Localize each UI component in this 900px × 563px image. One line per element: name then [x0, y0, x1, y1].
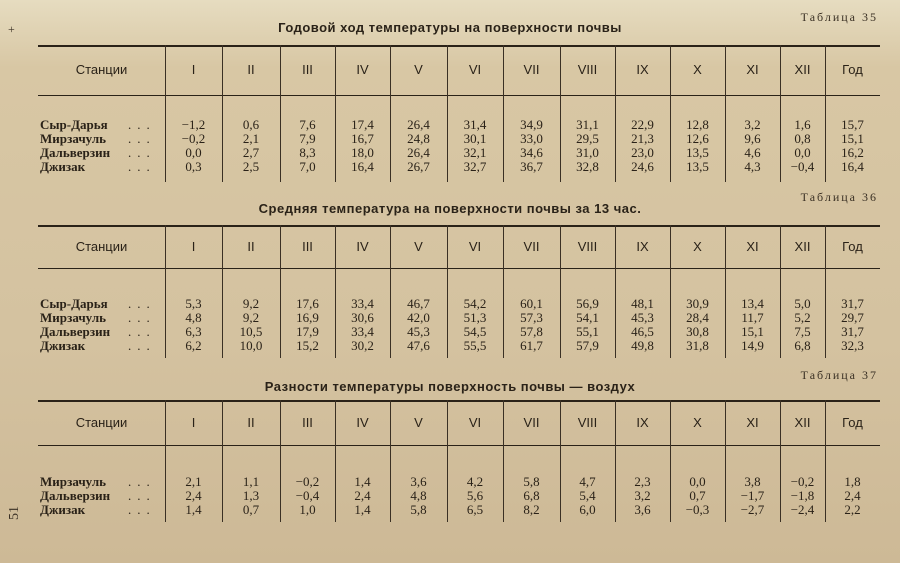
table-cell: 49,8 — [631, 338, 654, 353]
table-cell: 34,9 — [520, 117, 543, 132]
table-cell: 5,3 — [185, 296, 202, 311]
table-cell: 51,3 — [463, 310, 487, 325]
table-cell: 2,7 — [242, 145, 260, 160]
leader-dots: ... — [128, 145, 156, 160]
table-cell: 15,1 — [841, 131, 864, 146]
table-cell: 5,6 — [466, 488, 484, 503]
table-cell: 2,1 — [185, 474, 202, 489]
table-cell: 1,1 — [242, 474, 260, 489]
table-cell: 2,3 — [634, 474, 651, 489]
table-cell: 34,6 — [520, 145, 543, 160]
column-header: Станции — [75, 238, 128, 254]
table-cell: 2,2 — [844, 502, 861, 517]
table-cell: 3,6 — [410, 474, 427, 489]
table-cell: 0,6 — [242, 117, 260, 132]
table-cell: 30,1 — [463, 131, 487, 146]
column-header: IV — [356, 238, 369, 254]
table-cell: 5,8 — [523, 474, 540, 489]
table-cell: 29,7 — [841, 310, 864, 325]
table-cell: 15,1 — [741, 324, 764, 339]
column-header: II — [247, 414, 255, 430]
column-header: Станции — [75, 62, 128, 77]
column-header: XI — [746, 414, 759, 430]
leader-dots: ... — [128, 310, 156, 325]
table-cell: 30,2 — [351, 338, 374, 353]
table-cell: 12,6 — [686, 131, 709, 146]
table-cell: 6,3 — [185, 324, 202, 339]
table-cell: 1,0 — [299, 502, 316, 517]
column-header: XI — [746, 62, 759, 77]
table-cell: −0,4 — [790, 159, 815, 174]
table-cell: 1,4 — [185, 502, 202, 517]
table-cell: 54,1 — [576, 310, 599, 325]
column-header: VI — [468, 414, 482, 430]
station-name: Дальверзин — [40, 488, 111, 503]
column-header: III — [302, 414, 313, 430]
table-cell: 23,0 — [631, 145, 654, 160]
table-cell: 15,7 — [841, 117, 864, 132]
table-cell: 4,2 — [466, 474, 484, 489]
table-cell: −0,2 — [790, 474, 815, 489]
table-row — [38, 146, 880, 160]
table-cell: 42,0 — [407, 310, 430, 325]
table-cell: −0,3 — [685, 502, 710, 517]
table-cell: 16,7 — [351, 131, 374, 146]
table-cell: 33,4 — [351, 324, 374, 339]
table-cell: 3,2 — [634, 488, 651, 503]
column-header: VII — [523, 62, 540, 77]
table-cell: 17,4 — [351, 117, 374, 132]
table-cell: 0,7 — [689, 488, 706, 503]
table-cell: 2,4 — [185, 488, 202, 503]
column-header: VI — [468, 62, 482, 77]
table-cell: 46,5 — [631, 324, 654, 339]
table-cell: 1,4 — [354, 474, 371, 489]
column-header: VII — [523, 238, 540, 254]
table-cell: 45,3 — [631, 310, 654, 325]
table-cell: 2,4 — [844, 488, 861, 503]
table-cell: 61,7 — [520, 338, 543, 353]
table-cell: 24,8 — [407, 131, 430, 146]
station-name: Джизак — [40, 502, 86, 517]
table-cell: 57,9 — [576, 338, 599, 353]
table-cell: 16,9 — [296, 310, 319, 325]
table-cell: 7,5 — [794, 324, 811, 339]
table-cell: 8,2 — [523, 502, 540, 517]
table-cell: 5,0 — [794, 296, 811, 311]
table-label: Таблица 37 — [800, 368, 878, 382]
table-cell: 31,7 — [841, 296, 864, 311]
table-cell: 1,3 — [242, 488, 260, 503]
table-cell: 2,1 — [242, 131, 260, 146]
station-name: Дальверзин — [40, 324, 111, 339]
table-cell: 6,2 — [185, 338, 202, 353]
leader-dots: ... — [128, 296, 156, 311]
table-title: Годовой ход температуры на поверхности почвы — [278, 20, 622, 35]
column-header: Станции — [75, 414, 128, 430]
table-cell: 4,8 — [185, 310, 202, 325]
data-table — [38, 400, 880, 522]
column-header: X — [693, 62, 702, 77]
column-header: VIII — [577, 414, 598, 430]
table-cell: 31,4 — [463, 117, 487, 132]
table-cell: 57,8 — [520, 324, 543, 339]
table-cell: 54,5 — [463, 324, 487, 339]
table-cell: 0,8 — [794, 131, 811, 146]
table-cell: 56,9 — [576, 296, 599, 311]
table-cell: 5,8 — [410, 502, 427, 517]
column-header: XII — [794, 62, 811, 77]
table-cell: 9,2 — [242, 310, 260, 325]
table-title: Средняя температура на поверхности почвы за 13 час. — [258, 201, 642, 216]
table-cell: 32,8 — [576, 159, 599, 174]
leader-dots: ... — [128, 474, 156, 489]
table-row — [38, 297, 880, 311]
table-cell: 26,4 — [407, 117, 430, 132]
table-cell: −2,4 — [790, 502, 815, 517]
table-cell: 21,3 — [631, 131, 654, 146]
table-cell: −0,2 — [181, 131, 206, 146]
table-cell: 32,7 — [463, 159, 487, 174]
station-name: Сыр-Дарья — [40, 296, 108, 311]
station-name: Джизак — [40, 338, 86, 353]
leader-dots: ... — [128, 131, 156, 146]
table-cell: 4,8 — [410, 488, 427, 503]
column-header: IX — [636, 414, 649, 430]
column-header: XI — [746, 238, 759, 254]
table-cell: 36,7 — [520, 159, 543, 174]
table-cell: 2,4 — [354, 488, 371, 503]
table-cell: −1,2 — [181, 117, 206, 132]
table-cell: 16,4 — [841, 159, 864, 174]
station-name: Дальверзин — [40, 145, 111, 160]
table-cell: 31,7 — [841, 324, 864, 339]
table-cell: 0,3 — [185, 159, 202, 174]
table-cell: 5,2 — [794, 310, 811, 325]
table-cell: 13,5 — [686, 145, 709, 160]
table-cell: 30,9 — [686, 296, 709, 311]
table-cell: 30,8 — [686, 324, 709, 339]
column-header: V — [414, 62, 423, 77]
table-cell: 6,0 — [579, 502, 596, 517]
table-cell: 14,9 — [741, 338, 764, 353]
table-cell: 26,7 — [407, 159, 430, 174]
column-header: I — [191, 414, 196, 430]
table-cell: 8,3 — [299, 145, 316, 160]
table-cell: 1,6 — [794, 117, 811, 132]
column-header: X — [693, 414, 702, 430]
table-row — [38, 118, 880, 132]
station-name: Мирзачуль — [40, 474, 107, 489]
table-cell: 29,5 — [576, 131, 599, 146]
column-header: IX — [636, 238, 649, 254]
table-cell: 33,4 — [351, 296, 374, 311]
column-header: VII — [523, 414, 540, 430]
table-cell: 12,8 — [686, 117, 709, 132]
column-header: IX — [636, 62, 649, 77]
table-cell: 15,2 — [296, 338, 319, 353]
leader-dots: ... — [128, 159, 156, 174]
table-cell: −0,4 — [295, 488, 320, 503]
table-cell: 13,4 — [741, 296, 764, 311]
table-cell: 55,1 — [576, 324, 599, 339]
table-cell: 54,2 — [463, 296, 487, 311]
station-name: Джизак — [40, 159, 86, 174]
leader-dots: ... — [128, 488, 156, 503]
table-cell: 17,6 — [296, 296, 319, 311]
table-cell: 3,8 — [744, 474, 761, 489]
column-header: Год — [842, 62, 863, 77]
table-cell: 6,8 — [523, 488, 540, 503]
leader-dots: ... — [128, 324, 156, 339]
table-cell: 47,6 — [407, 338, 430, 353]
table-cell: 31,1 — [576, 117, 599, 132]
table-cell: 7,9 — [299, 131, 316, 146]
table-row — [38, 489, 880, 503]
table-cell: 32,1 — [463, 145, 487, 160]
table-cell: 9,6 — [744, 131, 761, 146]
table-cell: 46,7 — [407, 296, 430, 311]
column-header: V — [414, 238, 423, 254]
column-header: I — [191, 238, 196, 254]
table-cell: 10,5 — [239, 324, 263, 339]
table-row — [38, 503, 880, 517]
table-cell: 18,0 — [351, 145, 374, 160]
table-cell: 6,8 — [794, 338, 811, 353]
leader-dots: ... — [128, 502, 156, 517]
table-cell: 22,9 — [631, 117, 654, 132]
table-cell: 24,6 — [631, 159, 654, 174]
table-cell: 57,3 — [520, 310, 543, 325]
table-cell: 0,0 — [689, 474, 706, 489]
table-row — [38, 325, 880, 339]
table-cell: 0,7 — [242, 502, 260, 517]
table-cell: 31,0 — [576, 145, 599, 160]
table-cell: −1,7 — [740, 488, 765, 503]
table-cell: −2,7 — [740, 502, 765, 517]
column-header: VIII — [577, 62, 598, 77]
station-name: Сыр-Дарья — [40, 117, 108, 132]
column-header: X — [693, 238, 702, 254]
leader-dots: ... — [128, 338, 156, 353]
column-header: IV — [356, 414, 369, 430]
table-cell: −1,8 — [790, 488, 815, 503]
table-cell: 9,2 — [242, 296, 260, 311]
table-cell: 7,6 — [299, 117, 316, 132]
column-header: III — [302, 238, 313, 254]
table-cell: 0,0 — [794, 145, 811, 160]
table-cell: 13,5 — [686, 159, 709, 174]
table-label: Таблица 36 — [800, 190, 878, 204]
table-row — [38, 160, 880, 174]
table-cell: 3,6 — [634, 502, 651, 517]
page-number: 51 — [7, 506, 22, 520]
table-row — [38, 475, 880, 489]
data-table — [38, 225, 880, 358]
table-label: Таблица 35 — [800, 10, 878, 24]
table-cell: 33,0 — [520, 131, 543, 146]
column-header: XII — [794, 238, 811, 254]
table-cell: 1,8 — [844, 474, 861, 489]
table-cell: 5,4 — [579, 488, 596, 503]
table-cell: 48,1 — [631, 296, 654, 311]
column-header: Год — [842, 414, 863, 430]
leader-dots: ... — [128, 117, 156, 132]
table-row — [38, 339, 880, 353]
table-cell: 4,7 — [579, 474, 596, 489]
table-cell: 4,6 — [744, 145, 761, 160]
table-row — [38, 132, 880, 146]
table-cell: 0,0 — [185, 145, 202, 160]
column-header: II — [247, 238, 255, 254]
table-cell: 16,2 — [841, 145, 864, 160]
table-cell: 60,1 — [520, 296, 543, 311]
table-cell: 10,0 — [239, 338, 263, 353]
column-header: VIII — [577, 238, 598, 254]
table-cell: 32,3 — [841, 338, 864, 353]
table-cell: 6,5 — [466, 502, 484, 517]
column-header: VI — [468, 238, 482, 254]
table-cell: 55,5 — [463, 338, 487, 353]
table-cell: 11,7 — [741, 310, 764, 325]
table-cell: 26,4 — [407, 145, 430, 160]
table-cell: 31,8 — [686, 338, 709, 353]
column-header: V — [414, 414, 423, 430]
column-header: I — [191, 62, 196, 77]
table-cell: 16,4 — [351, 159, 374, 174]
column-header: III — [302, 62, 313, 77]
column-header: Год — [842, 238, 863, 254]
table-cell: 3,2 — [744, 117, 761, 132]
table-cell: 1,4 — [354, 502, 371, 517]
table-cell: 30,6 — [351, 310, 374, 325]
table-cell: 17,9 — [296, 324, 319, 339]
column-header: IV — [356, 62, 369, 77]
table-cell: 2,5 — [242, 159, 260, 174]
station-name: Мирзачуль — [40, 131, 107, 146]
table-row — [38, 311, 880, 325]
table-cell: −0,2 — [295, 474, 320, 489]
data-table — [38, 45, 880, 182]
column-header: II — [247, 62, 255, 77]
column-header: XII — [794, 414, 811, 430]
table-cell: 7,0 — [299, 159, 316, 174]
table-title: Разности температуры поверхность почвы — воздух — [264, 379, 636, 394]
table-cell: 45,3 — [407, 324, 430, 339]
table-cell: 28,4 — [686, 310, 709, 325]
margin-mark: + — [8, 22, 15, 36]
table-cell: 4,3 — [744, 159, 761, 174]
station-name: Мирзачуль — [40, 310, 107, 325]
